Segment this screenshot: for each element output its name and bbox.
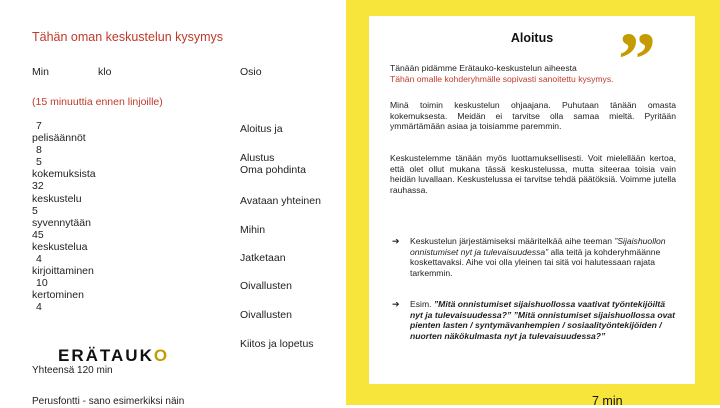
logo-o: O bbox=[153, 346, 170, 365]
bullet-topic-theme: ”Sijaishuollon onnistumiset nyt ja tulevaisuudessa” bbox=[410, 236, 666, 257]
section-avataan: Avataan yhteinen bbox=[240, 195, 321, 207]
section-alustus: Alustus bbox=[240, 152, 275, 164]
minutes-item: 4 bbox=[36, 253, 42, 266]
minutes-item: 8 bbox=[36, 144, 42, 157]
bullet-topic-text bbox=[410, 236, 678, 278]
header-osio: Osio bbox=[240, 66, 262, 78]
section-jatketaan: Jatketaan bbox=[240, 252, 286, 264]
card-title: Aloitus bbox=[510, 31, 554, 45]
minutes-item: keskustelua bbox=[32, 240, 88, 253]
schedule-note: (15 minuuttia ennen linjoille) bbox=[32, 96, 163, 108]
bullet-topic-c: alla teitä ja kohderyhmäänne koskettavaksi. Aihe voi olla yleinen tai sitä voi halutessaan rajata tarkemmin. bbox=[410, 246, 661, 278]
intro-line-1: Tänään pidämme Erätauko-keskustelun aiheesta bbox=[390, 63, 577, 73]
minutes-item: 5 bbox=[32, 204, 38, 217]
bullet-example-text bbox=[410, 299, 678, 341]
minutes-item: kirjoittaminen bbox=[32, 265, 94, 278]
minutes-item: pelisäännöt bbox=[32, 132, 86, 145]
arrow-icon: ➔ bbox=[392, 236, 400, 246]
quote-icon: ” bbox=[618, 18, 656, 102]
bullet-example-questions: ”Mitä onnistumiset sijaishuollossa vaativat työntekijöiltä nyt ja tulevaisuudessa?” ”Mitä onnistumiset sijaishuollossa ovat pienten lasten / syntymävanhempien / sosiaalityöntekijöiden / nuorten näkökulmasta nyt ja tulevaisuudessa?” bbox=[410, 299, 676, 341]
section-aloitus: Aloitus ja bbox=[240, 123, 283, 135]
paragraph-confidential: Keskustelemme tänään myös luottamuksellisesti. Voit mielellään kertoa, että olet ollut mukana tässä keskustelussa, mutta siteeraa toisia vain heidän luvallaan. Keskustelussa ei tarvitse tehdä päätöksiä. Voimme jutella rauhassa. bbox=[390, 153, 676, 195]
intro-line-2: Tähän omalle kohderyhmälle sopivasti sanoitettu kysymys. bbox=[390, 73, 614, 84]
minutes-item: kertominen bbox=[32, 289, 84, 302]
bottom-note: Perusfontti - sano esimerkiksi näin bbox=[32, 396, 185, 407]
minutes-item: 45 bbox=[32, 228, 44, 241]
header-klo: klo bbox=[98, 66, 112, 78]
eratauko-logo bbox=[58, 346, 169, 366]
header-min: Min bbox=[32, 66, 49, 78]
total-minutes: Yhteensä 120 min bbox=[32, 365, 113, 376]
minutes-item: keskustelu bbox=[32, 192, 82, 205]
paragraph-facilitator: Minä toimin keskustelun ohjaajana. Puhutaan tänään omasta kokemuksesta. Meidän ei tarvitse olla samaa mieltä. Pyritään ymmärtämään asiaa ja toisiamme paremmin. bbox=[390, 100, 676, 132]
minutes-item: 7 bbox=[36, 120, 42, 132]
section-oma-pohdinta: Oma pohdinta bbox=[240, 164, 306, 176]
minutes-item: 32 bbox=[32, 180, 44, 193]
minutes-item: 5 bbox=[36, 156, 42, 169]
section-oivallusten-1: Oivallusten bbox=[240, 280, 292, 292]
time-label: 7 min bbox=[592, 394, 623, 408]
bullet-topic-a: Keskustelun järjestämiseksi määritelkää aihe teeman bbox=[410, 236, 613, 246]
minutes-item: syvennytään bbox=[32, 216, 91, 229]
section-kiitos: Kiitos ja lopetus bbox=[240, 338, 314, 350]
arrow-icon: ➔ bbox=[392, 299, 400, 309]
minutes-item: 4 bbox=[36, 301, 42, 314]
logo-text: ERÄTAUK bbox=[58, 346, 154, 365]
intro-text bbox=[390, 63, 676, 84]
section-oivallusten-2: Oivallusten bbox=[240, 309, 292, 321]
page-title: Tähän oman keskustelun kysymys bbox=[32, 30, 224, 44]
minutes-item: kokemuksista bbox=[32, 168, 96, 181]
bullet-example-a: Esim. bbox=[410, 299, 434, 309]
minutes-item: 10 bbox=[36, 277, 48, 290]
section-mihin: Mihin bbox=[240, 224, 266, 236]
minutes-column bbox=[32, 120, 96, 314]
